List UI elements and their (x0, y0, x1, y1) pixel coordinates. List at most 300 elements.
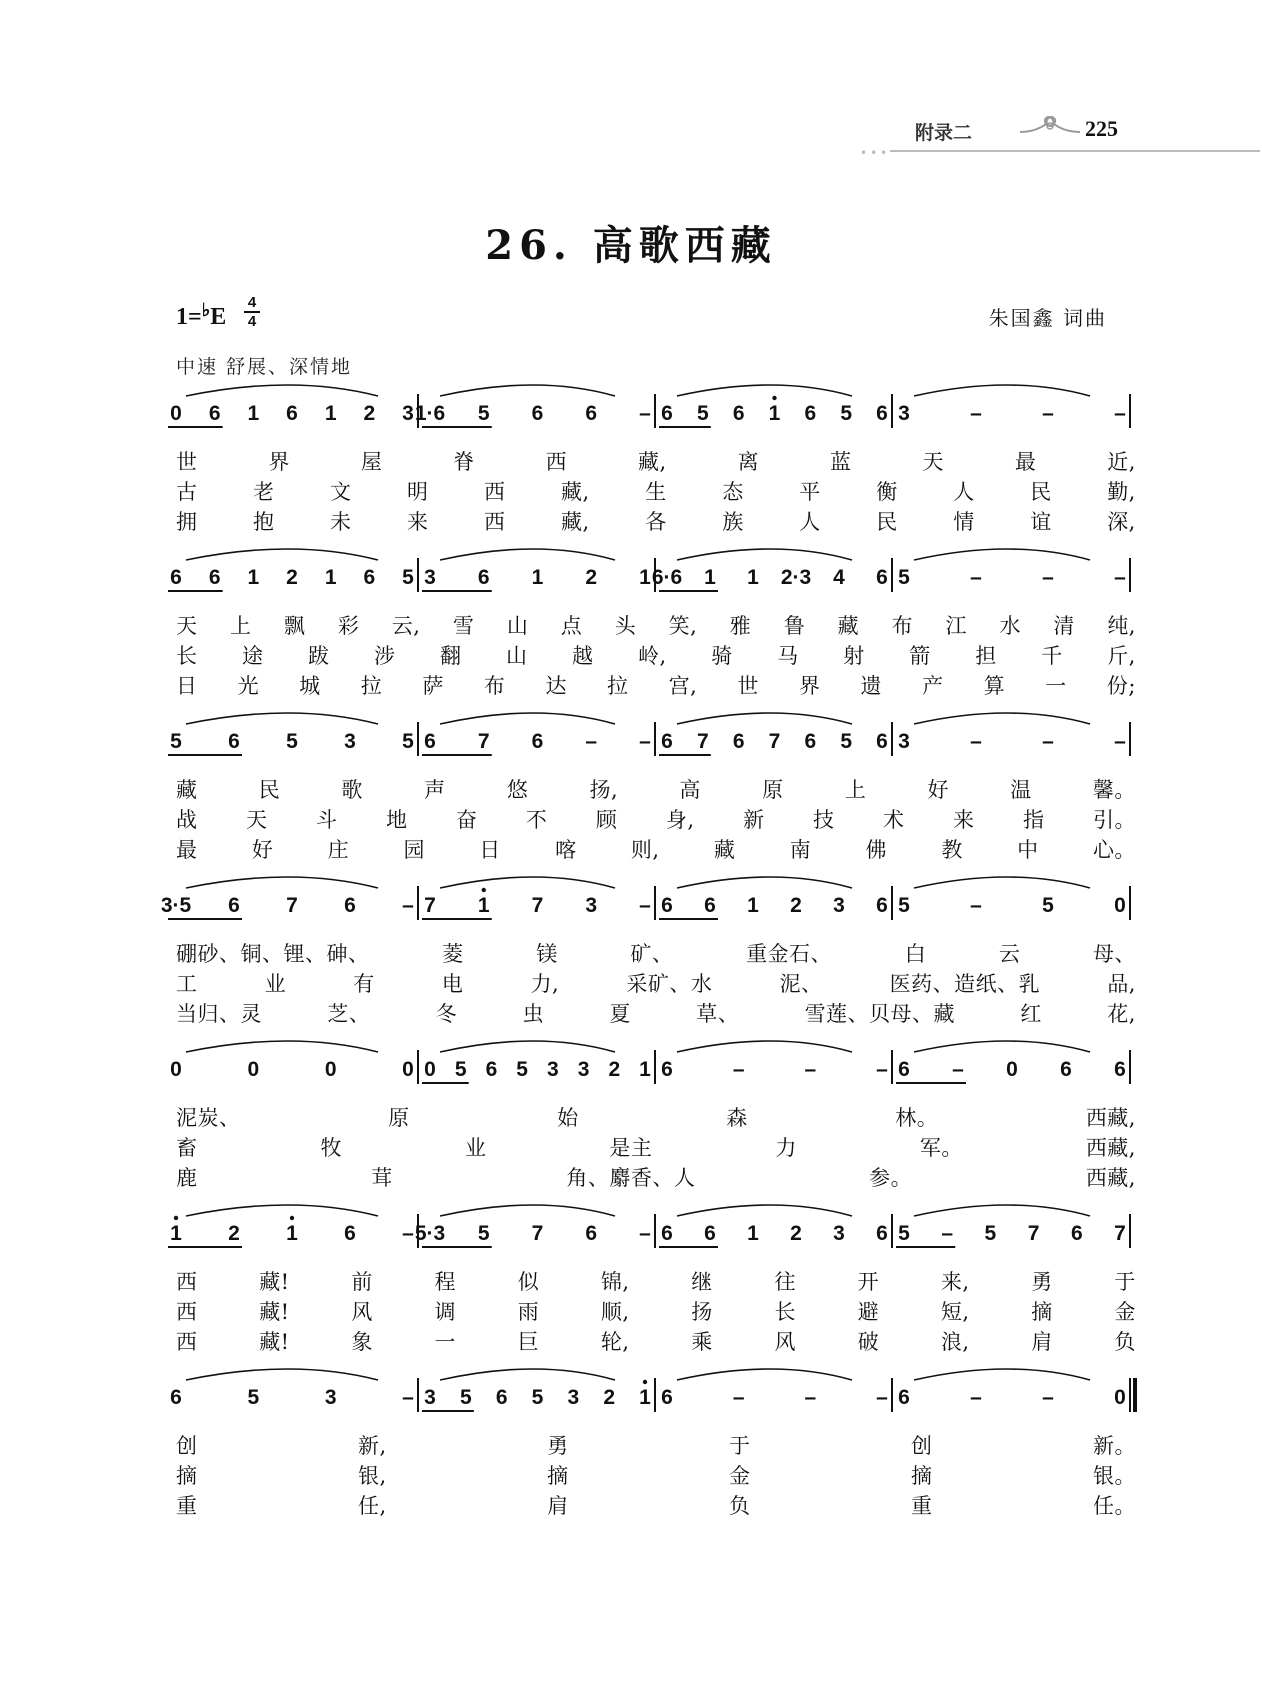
extension-dash: – (732, 1386, 745, 1409)
lyric-syllable: 山 (506, 644, 528, 668)
lyric-syllable: 水 (999, 614, 1021, 638)
note: 2 (790, 894, 802, 917)
lyric-line-2 (176, 476, 1136, 506)
lyric-syllable: 任, (357, 1494, 387, 1518)
note: 0 (1006, 1058, 1018, 1081)
lyric-syllable: 技 (813, 808, 835, 832)
lyric-syllable: 藏, (638, 450, 667, 474)
note: 6 (661, 1058, 673, 1081)
note: 6 (804, 730, 817, 753)
lyric-line-3 (176, 506, 1136, 536)
note: 1 (704, 566, 716, 589)
notation-row (0, 1220, 1262, 1260)
extension-dash: – (1042, 402, 1054, 425)
lyric-syllable: 电 (441, 972, 464, 996)
lyric-syllable: 金 (729, 1464, 751, 1488)
note: 3 (424, 1386, 436, 1409)
lyric-syllable: 西 (176, 1270, 198, 1294)
note: 6 (661, 1222, 673, 1245)
song-title: 26. 高歌西藏 (485, 222, 777, 269)
lyric-line-1 (176, 938, 1136, 968)
music-system (0, 1220, 1262, 1390)
note: 6 (170, 566, 182, 589)
lyric-syllable: 最 (176, 838, 198, 862)
note: 6 (704, 1222, 716, 1245)
note: 1 (747, 566, 759, 589)
lyric-syllable: 芝、 (327, 1002, 371, 1026)
lyric-syllable: 冬 (435, 1002, 458, 1026)
lyric-syllable: 云, (391, 614, 421, 638)
note: 2 (363, 402, 376, 425)
extension-dash: – (804, 1058, 817, 1081)
lyric-syllable: 老 (253, 480, 275, 504)
note: 5 (1042, 894, 1054, 917)
note: 3 (402, 402, 414, 425)
tempo-marking: 中速 舒展、深情地 (176, 356, 353, 378)
lyric-syllable: 草、 (696, 1002, 740, 1026)
note: 3 (898, 730, 910, 753)
page-number: 225 (1085, 116, 1118, 141)
lyric-syllable: 西 (545, 450, 568, 474)
lyric-syllable: 飘 (283, 614, 306, 638)
note: 7 (768, 730, 781, 753)
lyric-syllable: 当归、灵 (176, 1002, 262, 1026)
note: 6 (876, 1222, 888, 1245)
lyric-syllable: 摘 (1031, 1300, 1053, 1324)
note: 5 (402, 566, 414, 589)
lyric-syllable: 顺, (600, 1300, 630, 1324)
note: 6 (485, 1058, 498, 1081)
lyric-line-1 (176, 1266, 1136, 1296)
lyric-syllable: 摘 (547, 1464, 569, 1488)
octave-dot (290, 1216, 294, 1220)
lyric-syllable: 扬 (691, 1300, 713, 1324)
extension-dash: – (1114, 402, 1126, 425)
slur (677, 385, 852, 396)
extension-dash: – (1042, 730, 1054, 753)
lyric-syllable: 扬, (589, 778, 619, 802)
note: 6 (344, 894, 356, 917)
lyric-syllable: 上 (229, 614, 252, 638)
lyric-syllable: 金 (1114, 1300, 1136, 1324)
lyric-syllable: 跋 (308, 644, 330, 668)
lyric-syllable: 平 (799, 480, 821, 504)
lyric-syllable: 西藏, (1085, 1166, 1136, 1190)
note: 6 (477, 566, 490, 589)
note: 1 (324, 566, 337, 589)
lyric-syllable: 份; (1106, 674, 1136, 698)
lyric-syllable: 重 (911, 1494, 933, 1518)
lyric-syllable: 悠 (506, 778, 529, 802)
lyric-syllable: 角、麝香、人 (566, 1166, 696, 1190)
note: 2·3 (780, 566, 812, 589)
lyric-syllable: 白 (904, 942, 927, 966)
lyric-syllable: 翻 (440, 644, 462, 668)
final-barline (1133, 1378, 1137, 1412)
lyric-syllable: 力, (530, 972, 560, 996)
lyric-line-1 (176, 446, 1136, 476)
slur (440, 385, 615, 396)
lyric-line-3 (176, 1490, 1136, 1520)
note: 6 (661, 730, 673, 753)
lyric-syllable: 菱 (442, 942, 464, 966)
extension-dash: – (876, 1386, 888, 1409)
lyric-syllable: 天 (922, 450, 944, 474)
running-header (860, 118, 1140, 142)
note: 3 (833, 1222, 845, 1245)
time-signature: 4 4 (243, 294, 261, 330)
music-system (0, 728, 1262, 898)
lyric-syllable: 头 (614, 614, 637, 638)
notation-row (0, 400, 1262, 440)
lyric-syllable: 谊 (1030, 510, 1052, 534)
note: 5 (477, 1222, 490, 1245)
note: 4 (833, 566, 845, 589)
lyric-syllable: 一 (1045, 674, 1067, 698)
lyric-syllable: 森 (726, 1106, 748, 1130)
lyric-syllable: 避 (857, 1300, 880, 1324)
lyric-syllable: 采矿、水 (626, 972, 713, 996)
lyric-syllable: 山 (506, 614, 529, 638)
lyric-syllable: 西 (176, 1330, 198, 1354)
lyric-line-1 (176, 774, 1136, 804)
lyric-syllable: 最 (1014, 450, 1037, 474)
lyric-syllable: 教 (941, 838, 963, 862)
note: 6 (1114, 1058, 1126, 1081)
lyric-syllable: 勇 (1031, 1270, 1053, 1294)
note: 5 (984, 1222, 997, 1245)
lyric-syllable: 勤, (1107, 480, 1136, 504)
lyric-syllable: 近, (1107, 450, 1136, 474)
lyric-syllable: 短, (940, 1300, 970, 1324)
lyric-syllable: 温 (1010, 778, 1032, 802)
note: 6 (898, 1058, 910, 1081)
note: 0 (170, 402, 182, 425)
note: 2 (603, 1386, 616, 1409)
lyric-syllable: 情 (953, 510, 975, 534)
lyric-syllable: 天 (176, 614, 198, 638)
header-rule (890, 150, 1260, 152)
lyric-line-2 (176, 1460, 1136, 1490)
lyric-syllable: 产 (922, 674, 944, 698)
lyric-syllable: 负 (729, 1494, 751, 1518)
key-signature: 1=♭E (176, 300, 227, 330)
lyric-syllable: 中 (1017, 838, 1039, 862)
lyric-syllable: 萨 (422, 674, 444, 698)
notation-row (0, 892, 1262, 932)
extension-dash: – (804, 1386, 817, 1409)
lyric-syllable: 新, (357, 1434, 387, 1458)
lyric-syllable: 园 (403, 838, 425, 862)
lyric-syllable: 抱 (253, 510, 275, 534)
extension-dash: – (952, 1058, 964, 1081)
note: 3 (585, 894, 598, 917)
lyric-syllable: 蓝 (830, 450, 852, 474)
lyric-syllable: 好 (927, 778, 950, 802)
lyric-syllable: 硼砂、铜、锂、砷、 (176, 942, 370, 966)
lyric-syllable: 雪莲、贝母、藏 (804, 1002, 956, 1026)
lyric-syllable: 有 (353, 972, 375, 996)
lyric-syllable: 雨 (517, 1300, 540, 1324)
octave-dot (643, 1380, 647, 1384)
lyric-syllable: 调 (434, 1300, 457, 1324)
lyric-syllable: 程 (434, 1270, 457, 1294)
lyric-syllable: 西藏, (1085, 1106, 1136, 1130)
extension-dash: – (970, 1386, 982, 1409)
octave-dot (174, 1216, 178, 1220)
lyric-line-3 (176, 998, 1136, 1028)
lyric-syllable: 算 (983, 674, 1006, 698)
lyric-syllable: 民 (258, 778, 281, 802)
lyric-syllable: 拉 (607, 674, 629, 698)
lyric-line-2 (176, 640, 1136, 670)
note: 1 (639, 1058, 651, 1081)
note: 5 (459, 1386, 472, 1409)
lyric-syllable: 布 (483, 674, 506, 698)
lyric-syllable: 西藏, (1085, 1136, 1136, 1160)
lyric-syllable: 古 (176, 480, 198, 504)
note: 7 (531, 1222, 544, 1245)
lyric-syllable: 是主 (609, 1136, 653, 1160)
lyric-syllable: 藏! (259, 1330, 290, 1354)
note: 0 (402, 1058, 414, 1081)
lyric-syllable: 破 (857, 1330, 880, 1354)
lyric-syllable: 族 (722, 510, 744, 534)
notation-row (0, 1056, 1262, 1096)
lyric-syllable: 象 (351, 1330, 373, 1354)
note: 6 (228, 730, 240, 753)
note: 6 (732, 730, 745, 753)
section-label: 附录二 (915, 123, 973, 144)
lyric-syllable: 高 (679, 778, 701, 802)
lyric-syllable: 生 (645, 480, 667, 504)
note: 6 (661, 402, 673, 425)
lyric-line-2 (176, 1296, 1136, 1326)
note: 3 (898, 402, 910, 425)
lyric-syllable: 布 (891, 614, 914, 638)
lyric-syllable: 岭, (638, 644, 667, 668)
note: 6 (732, 402, 745, 425)
lyric-line-2 (176, 968, 1136, 998)
lyric-syllable: 力 (775, 1136, 797, 1160)
note: 6 (804, 402, 817, 425)
lyric-syllable: 虫 (522, 1002, 545, 1026)
lyric-syllable: 千 (1041, 644, 1063, 668)
lyric-syllable: 民 (1030, 480, 1052, 504)
lyric-syllable: 来 (953, 808, 975, 832)
lyric-syllable: 藏! (259, 1300, 290, 1324)
lyric-syllable: 长 (176, 644, 198, 668)
lyric-syllable: 纯, (1107, 614, 1136, 638)
note: 5 (840, 730, 853, 753)
lyric-syllable: 似 (517, 1270, 540, 1294)
note: 1 (324, 402, 337, 425)
note: 6 (1060, 1058, 1072, 1081)
lyric-syllable: 身, (665, 808, 695, 832)
lyric-syllable: 明 (407, 480, 429, 504)
note: 6 (704, 894, 716, 917)
music-system (0, 400, 1262, 570)
lyric-syllable: 指 (1023, 808, 1045, 832)
lyric-syllable: 来 (407, 510, 429, 534)
lyric-syllable: 界 (798, 674, 821, 698)
lyric-syllable: 各 (645, 510, 667, 534)
lyric-syllable: 射 (843, 644, 865, 668)
lyric-syllable: 歌 (341, 778, 363, 802)
lyric-syllable: 长 (774, 1300, 796, 1324)
lyric-syllable: 肩 (547, 1494, 569, 1518)
lyric-syllable: 城 (299, 674, 321, 698)
note: 5 (402, 730, 414, 753)
lyric-syllable: 人 (799, 510, 821, 534)
lyric-syllable: 雪 (452, 614, 475, 638)
lyric-syllable: 乘 (691, 1330, 713, 1354)
note: 1 (247, 566, 260, 589)
lyric-syllable: 云 (998, 942, 1021, 966)
lyric-syllable: 浪, (940, 1330, 970, 1354)
lyric-syllable: 创 (176, 1434, 198, 1458)
lyric-syllable: 来, (940, 1270, 970, 1294)
note: 6 (495, 1386, 508, 1409)
lyric-syllable: 泥、 (779, 972, 823, 996)
note: 5 (840, 402, 853, 425)
lyric-syllable: 雅 (729, 614, 752, 638)
note: 6 (228, 894, 240, 917)
lyric-syllable: 西 (176, 1300, 198, 1324)
notation-row (0, 728, 1262, 768)
note: 6 (208, 566, 221, 589)
lyric-syllable: 任。 (1092, 1494, 1136, 1518)
lyric-syllable: 轮, (600, 1330, 630, 1354)
music-system (0, 1384, 1262, 1554)
lyric-syllable: 不 (525, 808, 548, 832)
note: 3 (577, 1058, 590, 1081)
note: 1 (747, 1222, 759, 1245)
lyric-syllable: 笑, (668, 614, 698, 638)
note: 3 (324, 1386, 337, 1409)
extension-dash: – (876, 1058, 888, 1081)
note: 2 (585, 566, 598, 589)
lyric-syllable: 界 (268, 450, 290, 474)
lyric-syllable: 战 (176, 808, 198, 832)
lyric-syllable: 斤, (1107, 644, 1136, 668)
lyric-syllable: 前 (351, 1270, 373, 1294)
extension-dash: – (1114, 730, 1126, 753)
note: 5·3 (414, 1222, 446, 1245)
music-system (0, 892, 1262, 1062)
lyric-syllable: 喀 (555, 838, 577, 862)
note: 1 (639, 1386, 651, 1409)
note: 3 (547, 1058, 559, 1081)
note: 6 (898, 1386, 910, 1409)
lyric-syllable: 勇 (547, 1434, 569, 1458)
lyric-syllable: 未 (330, 510, 352, 534)
music-system (0, 1056, 1262, 1226)
lyric-syllable: 畜 (176, 1136, 198, 1160)
lyric-syllable: 林。 (895, 1106, 939, 1130)
notation-row (0, 1384, 1262, 1424)
lyric-syllable: 骑 (711, 644, 733, 668)
lyric-syllable: 品, (1107, 972, 1136, 996)
note: 0 (424, 1058, 436, 1081)
note: 5 (454, 1058, 467, 1081)
note: 7 (424, 894, 436, 917)
note: 1 (747, 894, 759, 917)
lyric-syllable: 风 (774, 1330, 796, 1354)
note: 6 (1070, 1222, 1083, 1245)
note: 6 (286, 402, 298, 425)
lyric-syllable: 世 (176, 450, 198, 474)
note: 2 (286, 566, 298, 589)
lyric-line-1 (176, 1102, 1136, 1132)
extension-dash: – (1114, 566, 1126, 589)
note: 6 (661, 1386, 673, 1409)
lyric-syllable: 遗 (860, 674, 883, 698)
lyric-syllable: 心。 (1092, 838, 1136, 862)
note: 3 (344, 730, 356, 753)
note: 0 (247, 1058, 260, 1081)
extension-dash: – (639, 730, 651, 753)
lyric-syllable: 摘 (911, 1464, 933, 1488)
lyric-syllable: 原 (388, 1106, 410, 1130)
lyric-syllable: 屋 (360, 450, 383, 474)
note: 6 (531, 730, 544, 753)
note: 3 (424, 566, 436, 589)
lyric-syllable: 拉 (360, 674, 383, 698)
lyric-syllable: 镁 (536, 942, 558, 966)
lyric-syllable: 藏, (561, 480, 590, 504)
note: 5 (898, 894, 910, 917)
note: 3·5 (160, 894, 192, 917)
note: 6 (363, 566, 376, 589)
composer-credit: 朱国鑫 词曲 (988, 306, 1107, 330)
lyric-syllable: 藏, (561, 510, 590, 534)
note: 5 (696, 402, 709, 425)
lyric-syllable: 庄 (327, 838, 350, 862)
lyric-syllable: 日 (176, 674, 198, 698)
lyric-syllable: 花, (1107, 1002, 1136, 1026)
note: 5 (531, 1386, 544, 1409)
lyric-syllable: 医药、造纸、乳 (889, 972, 1041, 996)
note: 5 (516, 1058, 528, 1081)
extension-dash: – (970, 566, 982, 589)
lyric-syllable: 肩 (1031, 1330, 1053, 1354)
lyric-syllable: 藏 (713, 838, 736, 862)
lyric-syllable: 奋 (455, 808, 478, 832)
lyric-syllable: 工 (176, 972, 198, 996)
note: 1 (477, 894, 490, 917)
extension-dash: – (970, 894, 982, 917)
lyric-syllable: 摘 (176, 1464, 198, 1488)
note: 2 (790, 1222, 802, 1245)
lyric-syllable: 银。 (1092, 1464, 1136, 1488)
note: 2 (228, 1222, 240, 1245)
lyric-syllable: 巨 (517, 1330, 540, 1354)
lyric-syllable: 于 (1114, 1270, 1136, 1294)
slur (186, 385, 378, 396)
lyric-syllable: 始 (557, 1106, 579, 1130)
lyric-syllable: 茸 (371, 1166, 393, 1190)
extension-dash: – (402, 1222, 414, 1245)
lyric-syllable: 上 (844, 778, 867, 802)
extension-dash: – (970, 730, 982, 753)
note: 1 (247, 402, 260, 425)
lyric-syllable: 态 (722, 480, 744, 504)
lyric-syllable: 涉 (374, 644, 396, 668)
note: 6 (208, 402, 221, 425)
lyric-syllable: 风 (351, 1300, 373, 1324)
lyric-syllable: 于 (729, 1434, 751, 1458)
